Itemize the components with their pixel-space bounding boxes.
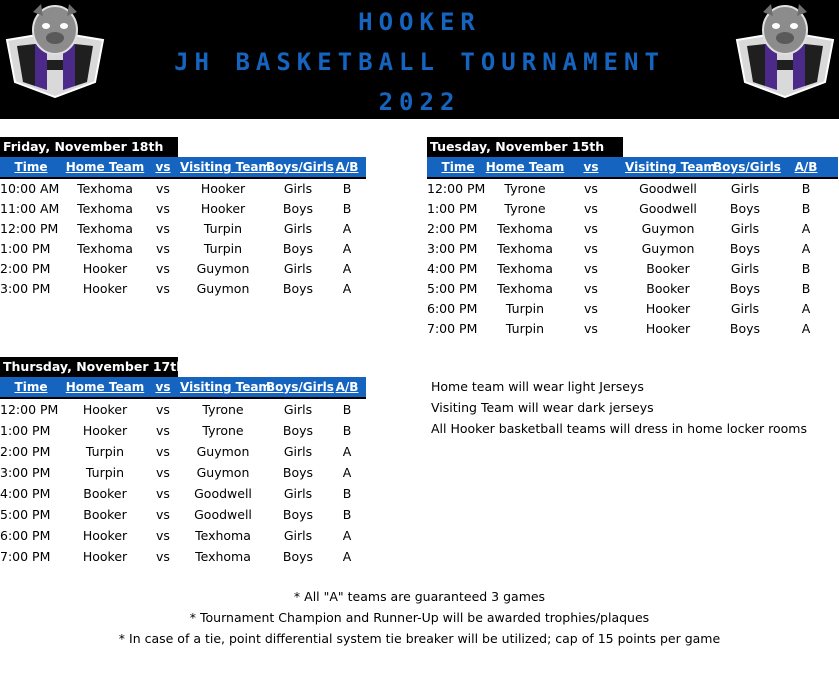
vs-label: vs — [584, 201, 598, 216]
bulldog-shield-logo-icon — [733, 2, 837, 98]
table-row — [427, 259, 838, 279]
visiting-team: Texhoma — [195, 549, 251, 564]
vs-label: vs — [584, 281, 598, 296]
vs-label: vs — [156, 423, 170, 438]
bracket: A — [801, 221, 811, 236]
visiting-team: Booker — [646, 281, 690, 296]
gender: Boys — [282, 507, 314, 522]
table-row — [427, 219, 838, 239]
table-row — [427, 299, 838, 319]
vs-label: vs — [156, 444, 170, 459]
title-line-2: JH BASKETBALL TOURNAMENT — [174, 48, 665, 76]
vs-label: vs — [156, 241, 170, 256]
visiting-team: Turpin — [203, 241, 243, 256]
note-line: Home team will wear light Jerseys — [431, 379, 644, 394]
game-time: 12:00 PM — [427, 181, 486, 196]
col-boys-girls: Boys/Girls — [266, 380, 334, 394]
game-time: 3:00 PM — [0, 465, 51, 480]
visiting-team: Texhoma — [195, 528, 251, 543]
col-time: Time — [14, 380, 48, 394]
bracket: B — [342, 507, 352, 522]
game-time: 6:00 PM — [0, 528, 51, 543]
vs-label: vs — [156, 281, 170, 296]
visiting-team: Turpin — [203, 221, 243, 236]
bracket: B — [801, 261, 811, 276]
col-home-team: Home Team — [485, 160, 565, 174]
visiting-team: Goodwell — [194, 486, 252, 501]
table-row — [427, 199, 838, 219]
table-row — [0, 179, 366, 199]
table-row — [0, 420, 366, 441]
title-line-1: HOOKER — [358, 8, 481, 36]
table-row — [0, 483, 366, 504]
vs-label: vs — [156, 549, 170, 564]
bracket: B — [342, 181, 352, 196]
bracket: A — [342, 444, 352, 459]
col-home-team: Home Team — [65, 160, 145, 174]
table-row — [427, 279, 838, 299]
home-team: Texhoma — [497, 241, 553, 256]
col-visiting-team: Visiting Team — [625, 160, 716, 174]
home-team: Tyrone — [504, 201, 546, 216]
vs-label: vs — [156, 201, 170, 216]
vs-label: vs — [584, 261, 598, 276]
table-row — [0, 199, 366, 219]
visiting-team: Hooker — [645, 301, 691, 316]
table-row — [0, 219, 366, 239]
visiting-team: Tyrone — [202, 423, 244, 438]
visiting-team: Goodwell — [194, 507, 252, 522]
gender: Girls — [283, 528, 313, 543]
gender: Girls — [730, 221, 760, 236]
col-visiting-team: Visiting Team — [180, 160, 271, 174]
visiting-team: Goodwell — [639, 181, 697, 196]
gender: Boys — [282, 201, 314, 216]
table-row — [0, 259, 366, 279]
game-time: 5:00 PM — [427, 281, 478, 296]
home-team: Hooker — [82, 528, 128, 543]
vs-label: vs — [156, 465, 170, 480]
home-team: Texhoma — [497, 221, 553, 236]
col-home-team: Home Team — [65, 380, 145, 394]
visiting-team: Booker — [646, 261, 690, 276]
table-row — [0, 399, 366, 420]
col-ab: A/B — [335, 160, 359, 174]
vs-label: vs — [584, 321, 598, 336]
gender: Boys — [282, 281, 314, 296]
home-team: Booker — [83, 486, 127, 501]
game-time: 12:00 PM — [0, 402, 59, 417]
table-row — [0, 525, 366, 546]
gender: Boys — [282, 241, 314, 256]
gender: Boys — [282, 549, 314, 564]
vs-label: vs — [584, 221, 598, 236]
home-team: Texhoma — [77, 201, 133, 216]
visiting-team: Guymon — [641, 241, 695, 256]
home-team: Turpin — [85, 465, 125, 480]
day-title: Tuesday, November 15th — [427, 137, 623, 157]
footnote: * All "A" teams are guaranteed 3 games — [293, 589, 546, 604]
game-time: 1:00 PM — [0, 423, 51, 438]
game-time: 1:00 PM — [427, 201, 478, 216]
gender: Boys — [729, 201, 761, 216]
uniform-notes — [431, 379, 807, 442]
bracket: B — [801, 281, 811, 296]
visiting-team: Tyrone — [202, 402, 244, 417]
game-time: 10:00 AM — [0, 181, 60, 196]
vs-label: vs — [156, 507, 170, 522]
col-visiting-team: Visiting Team — [180, 380, 271, 394]
home-team: Hooker — [82, 281, 128, 296]
bracket: B — [342, 423, 352, 438]
visiting-team: Goodwell — [639, 201, 697, 216]
bracket: A — [342, 241, 352, 256]
col-time: Time — [441, 160, 475, 174]
visiting-team: Guymon — [196, 465, 250, 480]
column-header-row — [0, 377, 366, 397]
bracket: A — [342, 281, 352, 296]
table-row — [0, 239, 366, 259]
vs-label: vs — [156, 486, 170, 501]
game-time: 12:00 PM — [0, 221, 59, 236]
note-line: Visiting Team will wear dark jerseys — [431, 400, 654, 415]
gender: Girls — [283, 221, 313, 236]
gender: Girls — [283, 402, 313, 417]
bracket: A — [342, 261, 352, 276]
vs-label: vs — [156, 261, 170, 276]
bracket: A — [342, 549, 352, 564]
home-team: Texhoma — [497, 261, 553, 276]
column-header-row — [0, 157, 366, 177]
vs-label: vs — [156, 528, 170, 543]
game-time: 2:00 PM — [0, 261, 51, 276]
game-time: 5:00 PM — [0, 507, 51, 522]
bracket: A — [342, 465, 352, 480]
game-time: 6:00 PM — [427, 301, 478, 316]
gender: Boys — [282, 423, 314, 438]
table-row — [427, 179, 838, 199]
home-team: Texhoma — [77, 181, 133, 196]
home-team: Booker — [83, 507, 127, 522]
col-vs: vs — [155, 380, 171, 394]
visiting-team: Hooker — [200, 181, 246, 196]
gender: Girls — [283, 444, 313, 459]
home-team: Turpin — [85, 444, 125, 459]
bracket: B — [801, 201, 811, 216]
gender: Boys — [729, 241, 761, 256]
vs-label: vs — [584, 241, 598, 256]
col-ab: A/B — [794, 160, 818, 174]
visiting-team: Guymon — [196, 281, 250, 296]
game-time: 11:00 AM — [0, 201, 60, 216]
bracket: A — [801, 301, 811, 316]
home-team: Hooker — [82, 261, 128, 276]
title-banner — [0, 0, 839, 119]
bracket: A — [801, 321, 811, 336]
table-row — [0, 504, 366, 525]
bracket: B — [342, 486, 352, 501]
gender: Girls — [730, 301, 760, 316]
gender: Boys — [729, 281, 761, 296]
bracket: A — [342, 221, 352, 236]
visiting-team: Hooker — [645, 321, 691, 336]
table-row — [0, 279, 366, 299]
bracket: B — [342, 201, 352, 216]
friday-schedule — [0, 137, 366, 299]
home-team: Tyrone — [504, 181, 546, 196]
game-time: 4:00 PM — [0, 486, 51, 501]
gender: Boys — [282, 465, 314, 480]
column-header-row — [427, 157, 838, 177]
title-line-3: 2022 — [378, 88, 461, 116]
vs-label: vs — [584, 301, 598, 316]
visiting-team: Guymon — [196, 444, 250, 459]
home-team: Turpin — [505, 301, 545, 316]
vs-label: vs — [584, 181, 598, 196]
gender: Boys — [729, 321, 761, 336]
home-team: Hooker — [82, 423, 128, 438]
bracket: B — [342, 402, 352, 417]
gender: Girls — [283, 261, 313, 276]
day-title: Friday, November 18th — [0, 137, 178, 157]
table-row — [427, 319, 838, 339]
gender: Girls — [283, 486, 313, 501]
vs-label: vs — [156, 181, 170, 196]
gender: Girls — [283, 181, 313, 196]
home-team: Texhoma — [77, 221, 133, 236]
table-row — [427, 239, 838, 259]
home-team: Texhoma — [497, 281, 553, 296]
game-time: 4:00 PM — [427, 261, 478, 276]
game-time: 1:00 PM — [0, 241, 51, 256]
gender: Girls — [730, 181, 760, 196]
col-time: Time — [14, 160, 48, 174]
home-team: Hooker — [82, 549, 128, 564]
col-vs: vs — [583, 160, 599, 174]
thursday-schedule — [0, 357, 366, 567]
game-time: 7:00 PM — [0, 549, 51, 564]
day-title: Thursday, November 17th — [0, 357, 178, 377]
vs-label: vs — [156, 221, 170, 236]
table-row — [0, 441, 366, 462]
game-time: 3:00 PM — [427, 241, 478, 256]
game-time: 2:00 PM — [0, 444, 51, 459]
col-boys-girls: Boys/Girls — [266, 160, 334, 174]
col-boys-girls: Boys/Girls — [713, 160, 781, 174]
visiting-team: Guymon — [196, 261, 250, 276]
visiting-team: Guymon — [641, 221, 695, 236]
tuesday-schedule — [427, 137, 838, 339]
col-vs: vs — [155, 160, 171, 174]
gender: Girls — [730, 261, 760, 276]
home-team: Texhoma — [77, 241, 133, 256]
note-line: All Hooker basketball teams will dress in home locker rooms — [431, 421, 808, 436]
footnote: * Tournament Champion and Runner-Up will be awarded trophies/plaques — [189, 610, 650, 625]
table-row — [0, 462, 366, 483]
game-time: 2:00 PM — [427, 221, 478, 236]
home-team: Turpin — [505, 321, 545, 336]
game-time: 7:00 PM — [427, 321, 478, 336]
bracket: B — [801, 181, 811, 196]
visiting-team: Hooker — [200, 201, 246, 216]
home-team: Hooker — [82, 402, 128, 417]
table-row — [0, 546, 366, 567]
footnote: * In case of a tie, point differential system tie breaker will be utilized; cap of 15 points per game — [118, 631, 721, 646]
bracket: A — [342, 528, 352, 543]
bracket: A — [801, 241, 811, 256]
col-ab: A/B — [335, 380, 359, 394]
game-time: 3:00 PM — [0, 281, 51, 296]
vs-label: vs — [156, 402, 170, 417]
